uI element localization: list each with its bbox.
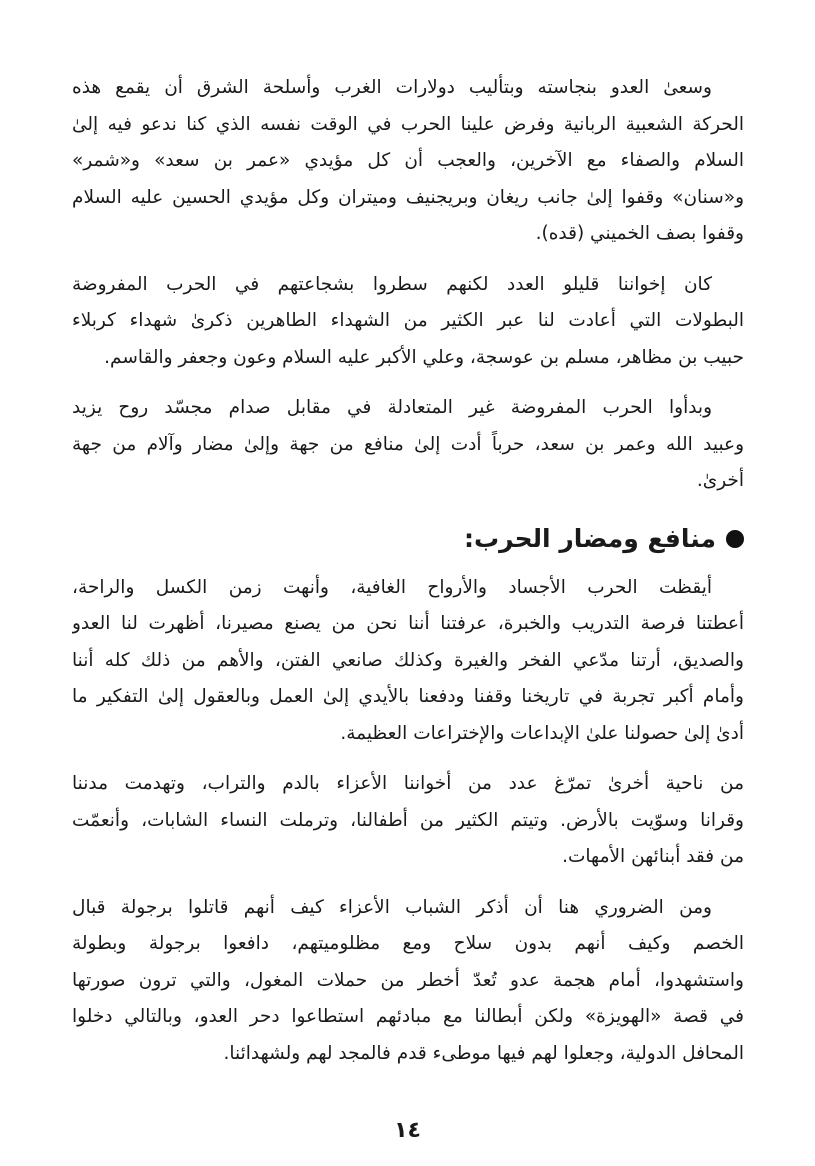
section-heading — [72, 514, 744, 564]
text-line: حبيب بن مظاهر، مسلم بن عوسجة، وعلي الأكبر عليه السلام وعون وجعفر والقاسم. — [104, 346, 744, 368]
text-line: وبدأوا الحرب المفروضة غير المتعادلة في مقابل صدام مجسّد روح يزيد — [72, 397, 712, 418]
text-line: أيقظت الحرب الأجساد والأرواح الغافية، وأنهت زمن الكسل والراحة، — [72, 576, 712, 598]
text-line: في قصة «الهويزة» ولكن أبطالنا مع مبادئهم استطاعوا دحر العدو، وبالتالي دخلوا — [72, 1006, 744, 1027]
text-line: وقفوا بصف الخميني (قده). — [535, 223, 744, 244]
text-line: المحافل الدولية، وجعلوا لهم فيها موطىء قدم فالمجد لهم ولشهدائنا. — [223, 1042, 744, 1064]
paragraph-1 — [72, 70, 744, 253]
text-line: أخرىٰ. — [696, 470, 744, 491]
page-body — [72, 70, 744, 1086]
text-line: كان إخواننا قليلو العدد لكنهم سطروا بشجاعتهم في الحرب المفروضة — [72, 273, 712, 295]
bullet-icon — [726, 530, 744, 548]
text-line: البطولات التي أعادت لنا عبر الكثير من الشهداء الطاهرين ذكرىٰ شهداء كربلاء — [72, 310, 744, 331]
section-heading-text: منافع ومضار الحرب: — [463, 524, 716, 553]
text-line: السلام والصفاء مع الآخرين، والعجب أن كل مؤيدي «عمر بن سعد» و«شمر» — [72, 150, 744, 171]
paragraph-6 — [72, 890, 744, 1073]
text-line: و«سنان» وقفوا إلىٰ جانب ريغان وبريجنيف وميتران وكل مؤيدي الحسين عليه السلام — [72, 186, 744, 208]
paragraph-3 — [72, 390, 744, 500]
text-line: أعطتنا فرصة التدريب والخبرة، عرفتنا أننا نحن من يصنع مصيرنا، أظهرت لنا العدو — [72, 613, 744, 634]
text-line: من ناحية أخرىٰ تمرّغ عدد من أخواننا الأعزاء بالدم والتراب، وتهدمت مدننا — [72, 773, 744, 794]
paragraph-2 — [72, 267, 744, 377]
text-line: والصديق، أرتنا مدّعي الفخر والغيرة وكذلك صانعي الفتن، والأهم من ذلك كله أننا — [72, 649, 744, 671]
text-line: وسعىٰ العدو بنجاسته وبتأليب دولارات الغرب وأسلحة الشرق أن يقمع هذه — [72, 77, 712, 98]
text-line: من فقد أبنائهن الأمهات. — [562, 846, 744, 867]
text-line: أدىٰ إلىٰ حصولنا علىٰ الإبداعات والإختراعات العظيمة. — [340, 722, 744, 744]
text-line: ومن الضروري هنا أن أذكر الشباب الأعزاء كيف أنهم قاتلوا برجولة قبال — [72, 896, 712, 918]
text-line: الخصم وكيف أنهم بدون سلاح ومع مظلوميتهم، دافعوا برجولة وبطولة — [72, 933, 744, 954]
paragraph-4 — [72, 570, 744, 753]
page-number: ١٤ — [394, 1118, 421, 1143]
text-line: واستشهدوا، أمام هجمة عدو تُعدّ أخطر من حملات المغول، والتي ترون صورتها — [72, 969, 744, 991]
text-line: الحركة الشعبية الربانية وفرض علينا الحرب في الوقت نفسه الذي كنا ندعو فيه إلىٰ — [72, 113, 744, 135]
paragraph-5 — [72, 766, 744, 876]
text-line: وعبيد الله وعمر بن سعد، حرباً أدت إلىٰ منافع من جهة وإلىٰ مضار وآلام من جهة — [72, 433, 744, 455]
text-line: وقرانا وسوّيت بالأرض. وتيتم الكثير من أطفالنا، وترملت النساء الشابات، وأنعمّت — [72, 809, 744, 831]
text-line: وأمام أكبر تجربة في تاريخنا وقفنا ودفعنا بالأيدي إلىٰ العمل وبالعقول إلىٰ التفكير ما — [72, 686, 744, 707]
